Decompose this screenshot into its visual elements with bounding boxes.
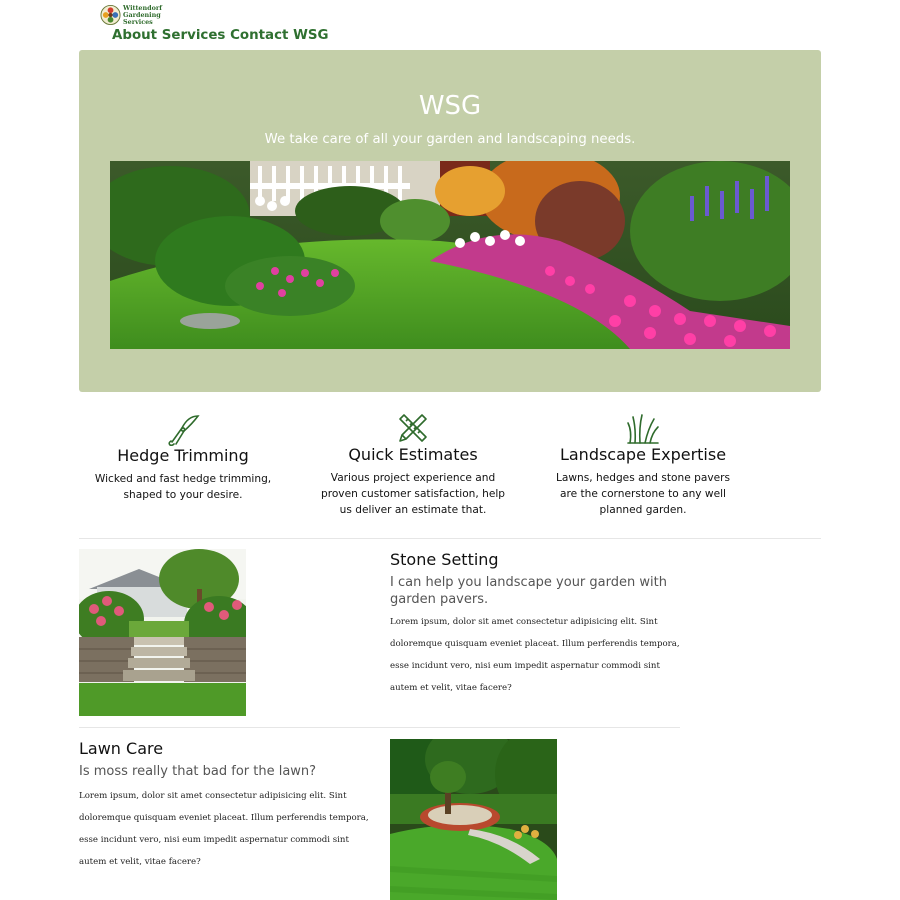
- article-subtitle: Is moss really that bad for the lawn?: [79, 764, 317, 779]
- feature-title: Hedge Trimming: [117, 446, 249, 465]
- article-body: Lorem ipsum, dolor sit amet consectetur adipisicing elit. Sint doloremque quisquam eveniet placeat. Illum perferendis tempora, esse incidunt vero, nisi eum impedit aspernatur commodi sint autem et velit, vitae facere?: [390, 617, 680, 693]
- section-divider: [79, 538, 821, 539]
- logo-flower-icon: [100, 4, 121, 26]
- feature-title: Landscape Expertise: [559, 445, 727, 464]
- feature-hedge-trimming: [78, 412, 288, 503]
- main-nav: [112, 28, 329, 43]
- section-divider: [79, 727, 680, 728]
- nav-services[interactable]: Services: [161, 28, 226, 43]
- stone-steps-image: [79, 549, 246, 716]
- article-body: Lorem ipsum, dolor sit amet consectetur adipisicing elit. Sint doloremque quisquam eveniet placeat. Illum perferendis tempora, esse incidunt vero, nisi eum impedit aspernatur commodi sint autem et velit, vitae facere?: [79, 791, 369, 867]
- feature-text: Lawns, hedges and stone pavers are the cornerstone to any well planned garden.: [555, 472, 731, 516]
- grass-icon: [626, 411, 660, 445]
- logo-text: [123, 5, 162, 26]
- article-subtitle: I can help you landscape your garden with garden pavers.: [390, 575, 667, 607]
- feature-landscape-expertise: [538, 411, 748, 518]
- article-title: Lawn Care: [79, 739, 164, 758]
- hero: [79, 50, 821, 392]
- pencil-ruler-icon: [396, 411, 430, 445]
- pruning-shears-icon: [166, 412, 200, 446]
- feature-title: Quick Estimates: [348, 445, 478, 464]
- hero-title: WSG: [418, 91, 482, 121]
- hero-garden-image: [110, 161, 790, 349]
- feature-text: Wicked and fast hedge trimming, shaped to your desire.: [94, 473, 272, 501]
- hero-subtitle: We take care of all your garden and landscaping needs.: [264, 132, 636, 147]
- logo[interactable]: [100, 3, 162, 27]
- feature-quick-estimates: [308, 411, 518, 518]
- lawn-garden-image: [390, 739, 557, 900]
- nav-contact[interactable]: Contact: [230, 28, 289, 43]
- nav-wsg[interactable]: WSG: [293, 28, 329, 43]
- nav-about[interactable]: About: [112, 28, 158, 43]
- logo-line: Wittendorf: [123, 3, 162, 12]
- logo-line: Services: [123, 17, 153, 26]
- logo-line: Gardening: [123, 10, 161, 19]
- article-title: Stone Setting: [390, 550, 499, 569]
- feature-text: Various project experience and proven customer satisfaction, help us deliver an estimate that.: [320, 472, 506, 516]
